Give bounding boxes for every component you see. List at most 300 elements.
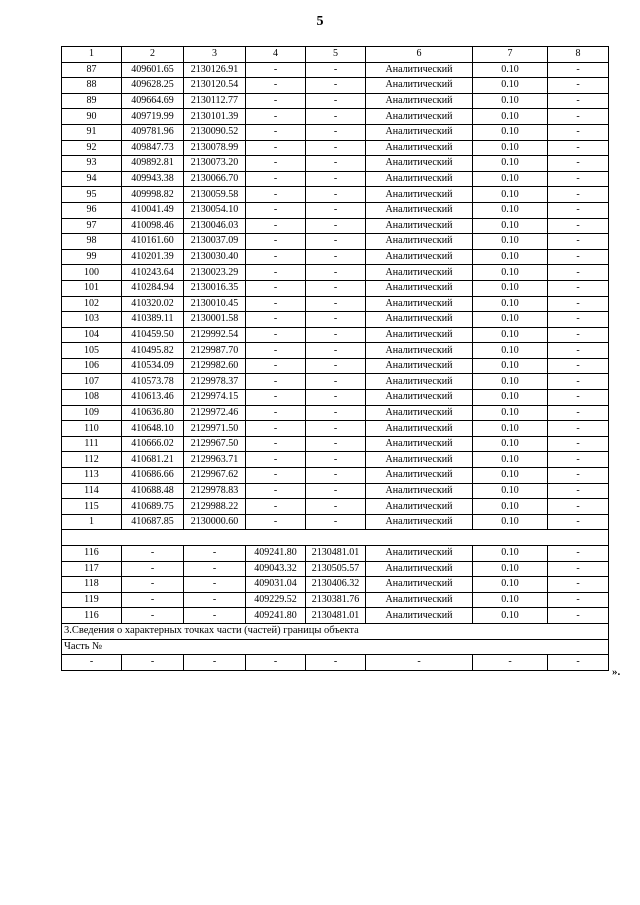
blank-separator-row-cell [62, 530, 609, 546]
table-cell: 409628.25 [122, 78, 184, 94]
table-cell: 2129974.15 [184, 390, 246, 406]
table-cell: Аналитический [366, 249, 473, 265]
table-cell: - [122, 655, 184, 671]
table-cell: - [306, 499, 366, 515]
table-cell: 410041.49 [122, 202, 184, 218]
table-cell: 410243.64 [122, 265, 184, 281]
table-cell: - [306, 187, 366, 203]
table-cell: - [306, 62, 366, 78]
table-cell: - [122, 546, 184, 562]
table-cell: Аналитический [366, 577, 473, 593]
table-cell: 2130023.29 [184, 265, 246, 281]
table-cell: - [122, 592, 184, 608]
table-cell: - [306, 109, 366, 125]
table-cell: - [246, 655, 306, 671]
table-row [62, 436, 609, 452]
table-row [62, 296, 609, 312]
table-cell: 409847.73 [122, 140, 184, 156]
table-cell: - [122, 608, 184, 624]
table-cell: Аналитический [366, 296, 473, 312]
table-row [62, 109, 609, 125]
table-cell: 0.10 [473, 312, 548, 328]
table-cell: - [548, 265, 609, 281]
table-cell: Аналитический [366, 343, 473, 359]
table-cell: - [548, 93, 609, 109]
table-cell: 409229.52 [246, 592, 306, 608]
table-cell: Аналитический [366, 421, 473, 437]
table-cell: 2130010.45 [184, 296, 246, 312]
table-cell: 105 [62, 343, 122, 359]
table-cell: 0.10 [473, 577, 548, 593]
table-cell: 2130112.77 [184, 93, 246, 109]
table-cell: 0.10 [473, 296, 548, 312]
table-cell: 0.10 [473, 514, 548, 530]
table-row [62, 468, 609, 484]
table-row [62, 62, 609, 78]
table-row [62, 249, 609, 265]
table-cell: 410648.10 [122, 421, 184, 437]
table-cell: Аналитический [366, 265, 473, 281]
table-cell: 100 [62, 265, 122, 281]
table-cell: - [246, 390, 306, 406]
table-cell: 410320.02 [122, 296, 184, 312]
table-cell: - [246, 218, 306, 234]
table-cell: 102 [62, 296, 122, 312]
table-row [62, 358, 609, 374]
table-row [62, 187, 609, 203]
table-cell: 2129972.46 [184, 405, 246, 421]
table-cell: - [548, 514, 609, 530]
table-cell: 2130505.57 [306, 561, 366, 577]
table-cell: - [306, 514, 366, 530]
table-cell: - [548, 280, 609, 296]
table-cell: 114 [62, 483, 122, 499]
table-cell: - [548, 374, 609, 390]
table-row [62, 483, 609, 499]
table-cell: - [62, 655, 122, 671]
table-cell: 410688.48 [122, 483, 184, 499]
table-cell: - [246, 358, 306, 374]
table-cell: Аналитический [366, 280, 473, 296]
table-cell: 0.10 [473, 124, 548, 140]
table-cell: 2130001.58 [184, 312, 246, 328]
table-cell: 410495.82 [122, 343, 184, 359]
table-cell: - [306, 405, 366, 421]
table-body [62, 47, 609, 671]
table-cell: 0.10 [473, 218, 548, 234]
table-cell: 2130046.03 [184, 218, 246, 234]
table-cell: 2129987.70 [184, 343, 246, 359]
table-row [62, 78, 609, 94]
table-cell: 410161.60 [122, 234, 184, 250]
table-cell: - [306, 296, 366, 312]
table-cell: - [184, 608, 246, 624]
table-cell: - [548, 421, 609, 437]
table-cell: Аналитический [366, 546, 473, 562]
table-cell: 410459.50 [122, 327, 184, 343]
table-cell: 409719.99 [122, 109, 184, 125]
table-cell: - [548, 312, 609, 328]
table-cell: - [306, 390, 366, 406]
table-cell: - [246, 109, 306, 125]
table-row [62, 93, 609, 109]
table-cell: 410666.02 [122, 436, 184, 452]
table-cell: 2130037.09 [184, 234, 246, 250]
table-cell: - [246, 171, 306, 187]
table-cell: - [306, 374, 366, 390]
table-cell: Аналитический [366, 390, 473, 406]
table-cell: 410636.80 [122, 405, 184, 421]
table-cell: 2130078.99 [184, 140, 246, 156]
table-cell: Аналитический [366, 327, 473, 343]
table-cell: - [306, 171, 366, 187]
table-cell: 409892.81 [122, 156, 184, 172]
table-cell: - [306, 156, 366, 172]
table-cell: 2129978.37 [184, 374, 246, 390]
table-cell: - [366, 655, 473, 671]
table-cell: 116 [62, 546, 122, 562]
table-cell: 104 [62, 327, 122, 343]
table-cell: - [548, 249, 609, 265]
table-cell: 0.10 [473, 468, 548, 484]
table-cell: - [306, 343, 366, 359]
table-cell: - [246, 343, 306, 359]
table-cell: Аналитический [366, 78, 473, 94]
table-cell: 0.10 [473, 234, 548, 250]
page-number: 5 [316, 14, 324, 29]
table-cell: 410686.66 [122, 468, 184, 484]
table-cell: 115 [62, 499, 122, 515]
table-cell: 410689.75 [122, 499, 184, 515]
table-row [62, 156, 609, 172]
table-cell: 2130126.91 [184, 62, 246, 78]
table-cell: 92 [62, 140, 122, 156]
table-cell: - [306, 483, 366, 499]
table-cell: 103 [62, 312, 122, 328]
table-cell: 4 [246, 47, 306, 63]
table-cell: 2130059.58 [184, 187, 246, 203]
table-cell: - [246, 187, 306, 203]
table-cell: - [246, 405, 306, 421]
table-cell: 2129982.60 [184, 358, 246, 374]
table-cell: - [306, 312, 366, 328]
table-cell: - [548, 327, 609, 343]
table-cell: - [548, 62, 609, 78]
table-cell: - [306, 327, 366, 343]
table-cell: - [548, 483, 609, 499]
table-cell: 0.10 [473, 156, 548, 172]
table-cell: 2130381.76 [306, 592, 366, 608]
table-cell: 2129971.50 [184, 421, 246, 437]
table-row [62, 234, 609, 250]
table-cell: Аналитический [366, 187, 473, 203]
table-cell: 2130090.52 [184, 124, 246, 140]
table-cell: 108 [62, 390, 122, 406]
table-cell: - [306, 234, 366, 250]
table-row [62, 592, 609, 608]
table-cell: - [548, 140, 609, 156]
table-cell: - [122, 561, 184, 577]
table-cell: 0.10 [473, 78, 548, 94]
table-cell: Аналитический [366, 452, 473, 468]
table-cell: - [246, 327, 306, 343]
table-cell: Аналитический [366, 358, 473, 374]
table-cell: 2130406.32 [306, 577, 366, 593]
table-cell: - [306, 93, 366, 109]
table-cell: 0.10 [473, 499, 548, 515]
table-cell: 2130066.70 [184, 171, 246, 187]
table-cell: - [246, 234, 306, 250]
table-cell: - [246, 436, 306, 452]
table-cell: 409998.82 [122, 187, 184, 203]
table-cell: 2130030.40 [184, 249, 246, 265]
table-cell: - [122, 577, 184, 593]
table-cell: 0.10 [473, 592, 548, 608]
table-cell: 2129967.50 [184, 436, 246, 452]
table-cell: 2129967.62 [184, 468, 246, 484]
table-cell: Аналитический [366, 171, 473, 187]
table-cell: Аналитический [366, 234, 473, 250]
table-cell: - [306, 452, 366, 468]
table-cell: 91 [62, 124, 122, 140]
table-cell: 410534.09 [122, 358, 184, 374]
table-cell: - [246, 374, 306, 390]
table-cell: 0.10 [473, 374, 548, 390]
table-cell: Аналитический [366, 514, 473, 530]
table-cell: 0.10 [473, 546, 548, 562]
table-cell: 1 [62, 514, 122, 530]
table-cell: Аналитический [366, 374, 473, 390]
table-cell: Аналитический [366, 93, 473, 109]
table-cell: - [246, 483, 306, 499]
table-cell: 2129963.71 [184, 452, 246, 468]
table-cell: 409031.04 [246, 577, 306, 593]
table-cell: - [548, 296, 609, 312]
table-cell: - [548, 218, 609, 234]
table-cell: - [246, 312, 306, 328]
table-cell: 0.10 [473, 109, 548, 125]
table-cell: 97 [62, 218, 122, 234]
table-cell: 0.10 [473, 187, 548, 203]
table-row [62, 171, 609, 187]
table-cell: 0.10 [473, 452, 548, 468]
table-cell: - [473, 655, 548, 671]
table-cell: 2 [122, 47, 184, 63]
table-cell: 88 [62, 78, 122, 94]
table-cell: Аналитический [366, 499, 473, 515]
table-cell: Аналитический [366, 62, 473, 78]
table-row [62, 577, 609, 593]
part-row [62, 655, 609, 671]
closing-mark: ». [612, 666, 621, 678]
table-cell: - [246, 93, 306, 109]
table-row [62, 514, 609, 530]
table-cell: 0.10 [473, 265, 548, 281]
table-cell: Аналитический [366, 561, 473, 577]
table-cell: 2129988.22 [184, 499, 246, 515]
table-cell: - [246, 280, 306, 296]
table-row [62, 390, 609, 406]
table-cell: 409241.80 [246, 546, 306, 562]
table-cell: 93 [62, 156, 122, 172]
table-row [62, 343, 609, 359]
table-cell: - [306, 421, 366, 437]
table-cell: 111 [62, 436, 122, 452]
table-cell: 0.10 [473, 249, 548, 265]
table-cell: Аналитический [366, 109, 473, 125]
table-cell: 90 [62, 109, 122, 125]
blank-separator-row [62, 530, 609, 546]
table-cell: - [246, 249, 306, 265]
table-cell: 5 [306, 47, 366, 63]
table-cell: - [246, 140, 306, 156]
table-cell: 410389.11 [122, 312, 184, 328]
table-cell: 2130054.10 [184, 202, 246, 218]
table-cell: - [246, 468, 306, 484]
table-cell: 119 [62, 592, 122, 608]
table-cell: 0.10 [473, 358, 548, 374]
table-cell: - [548, 436, 609, 452]
table-cell: 410687.85 [122, 514, 184, 530]
table-cell: 0.10 [473, 327, 548, 343]
table-cell: - [184, 577, 246, 593]
table-row [62, 265, 609, 281]
table-cell: - [548, 109, 609, 125]
table-cell: - [306, 249, 366, 265]
table-cell: 2129978.83 [184, 483, 246, 499]
table-row [62, 202, 609, 218]
table-cell: 410681.21 [122, 452, 184, 468]
table-cell: 116 [62, 608, 122, 624]
table-cell: - [184, 561, 246, 577]
table-cell: 98 [62, 234, 122, 250]
table-cell: - [306, 218, 366, 234]
table-cell: 107 [62, 374, 122, 390]
table-cell: 410284.94 [122, 280, 184, 296]
table-row [62, 608, 609, 624]
table-cell: 409241.80 [246, 608, 306, 624]
table-cell: - [246, 124, 306, 140]
table-cell: 101 [62, 280, 122, 296]
table-cell: 409664.69 [122, 93, 184, 109]
table-cell: 6 [366, 47, 473, 63]
table-cell: - [548, 390, 609, 406]
table-cell: - [306, 468, 366, 484]
table-cell: - [548, 577, 609, 593]
table-cell: - [548, 608, 609, 624]
part-label-row [62, 639, 609, 655]
table-cell: - [548, 234, 609, 250]
table-cell: 87 [62, 62, 122, 78]
table-cell: Аналитический [366, 608, 473, 624]
table-cell: 409601.65 [122, 62, 184, 78]
table-cell: - [184, 546, 246, 562]
table-cell: - [548, 78, 609, 94]
table-cell: - [548, 187, 609, 203]
table-cell: 2129992.54 [184, 327, 246, 343]
table-cell: - [306, 280, 366, 296]
table-cell: - [306, 78, 366, 94]
table-cell: 410098.46 [122, 218, 184, 234]
table-cell: Аналитический [366, 592, 473, 608]
table-cell: 409043.32 [246, 561, 306, 577]
table-cell: - [548, 546, 609, 562]
table-cell: 2130016.35 [184, 280, 246, 296]
table-cell: 2130101.39 [184, 109, 246, 125]
table-row [62, 561, 609, 577]
table-cell: 1 [62, 47, 122, 63]
table-cell: - [246, 265, 306, 281]
table-cell: - [306, 124, 366, 140]
table-cell: Аналитический [366, 124, 473, 140]
table-cell: 117 [62, 561, 122, 577]
table-cell: Аналитический [366, 218, 473, 234]
table-row [62, 405, 609, 421]
table-cell: 112 [62, 452, 122, 468]
table-row [62, 499, 609, 515]
table-cell: Аналитический [366, 468, 473, 484]
table-cell: 409943.38 [122, 171, 184, 187]
table-cell: - [306, 140, 366, 156]
table-row [62, 546, 609, 562]
table-cell: 410573.78 [122, 374, 184, 390]
table-cell: 0.10 [473, 483, 548, 499]
table-cell: Аналитический [366, 405, 473, 421]
table-row [62, 140, 609, 156]
table-cell: 410613.46 [122, 390, 184, 406]
table-cell: - [548, 452, 609, 468]
table-cell: 0.10 [473, 608, 548, 624]
table-cell: - [246, 62, 306, 78]
table-cell: 89 [62, 93, 122, 109]
table-cell: 0.10 [473, 390, 548, 406]
table-cell: 2130481.01 [306, 546, 366, 562]
table-cell: 118 [62, 577, 122, 593]
table-cell: Аналитический [366, 140, 473, 156]
table-row [62, 421, 609, 437]
table-cell: 99 [62, 249, 122, 265]
table-cell: - [306, 358, 366, 374]
table-cell: - [306, 202, 366, 218]
table-cell: 94 [62, 171, 122, 187]
table-cell: Аналитический [366, 312, 473, 328]
table-cell: - [306, 265, 366, 281]
table-row [62, 327, 609, 343]
table-cell: 2130120.54 [184, 78, 246, 94]
table-cell: - [548, 405, 609, 421]
section-title-row [62, 623, 609, 639]
table-cell: 2130481.01 [306, 608, 366, 624]
table-cell: - [548, 202, 609, 218]
table-cell: 0.10 [473, 140, 548, 156]
table-cell: 0.10 [473, 405, 548, 421]
table-cell: - [246, 202, 306, 218]
table-cell: 0.10 [473, 436, 548, 452]
table-cell: 0.10 [473, 421, 548, 437]
table-cell: 3 [184, 47, 246, 63]
table-cell: 2130073.20 [184, 156, 246, 172]
section-title-row-cell: 3.Сведения о характерных точках части (частей) границы объекта [62, 623, 609, 639]
table-cell: - [548, 358, 609, 374]
table-cell: 0.10 [473, 62, 548, 78]
table-cell: Аналитический [366, 483, 473, 499]
table-cell: Аналитический [366, 156, 473, 172]
table-row [62, 218, 609, 234]
table-cell: 106 [62, 358, 122, 374]
table-cell: 0.10 [473, 561, 548, 577]
table-cell: - [548, 592, 609, 608]
table-cell: - [184, 592, 246, 608]
